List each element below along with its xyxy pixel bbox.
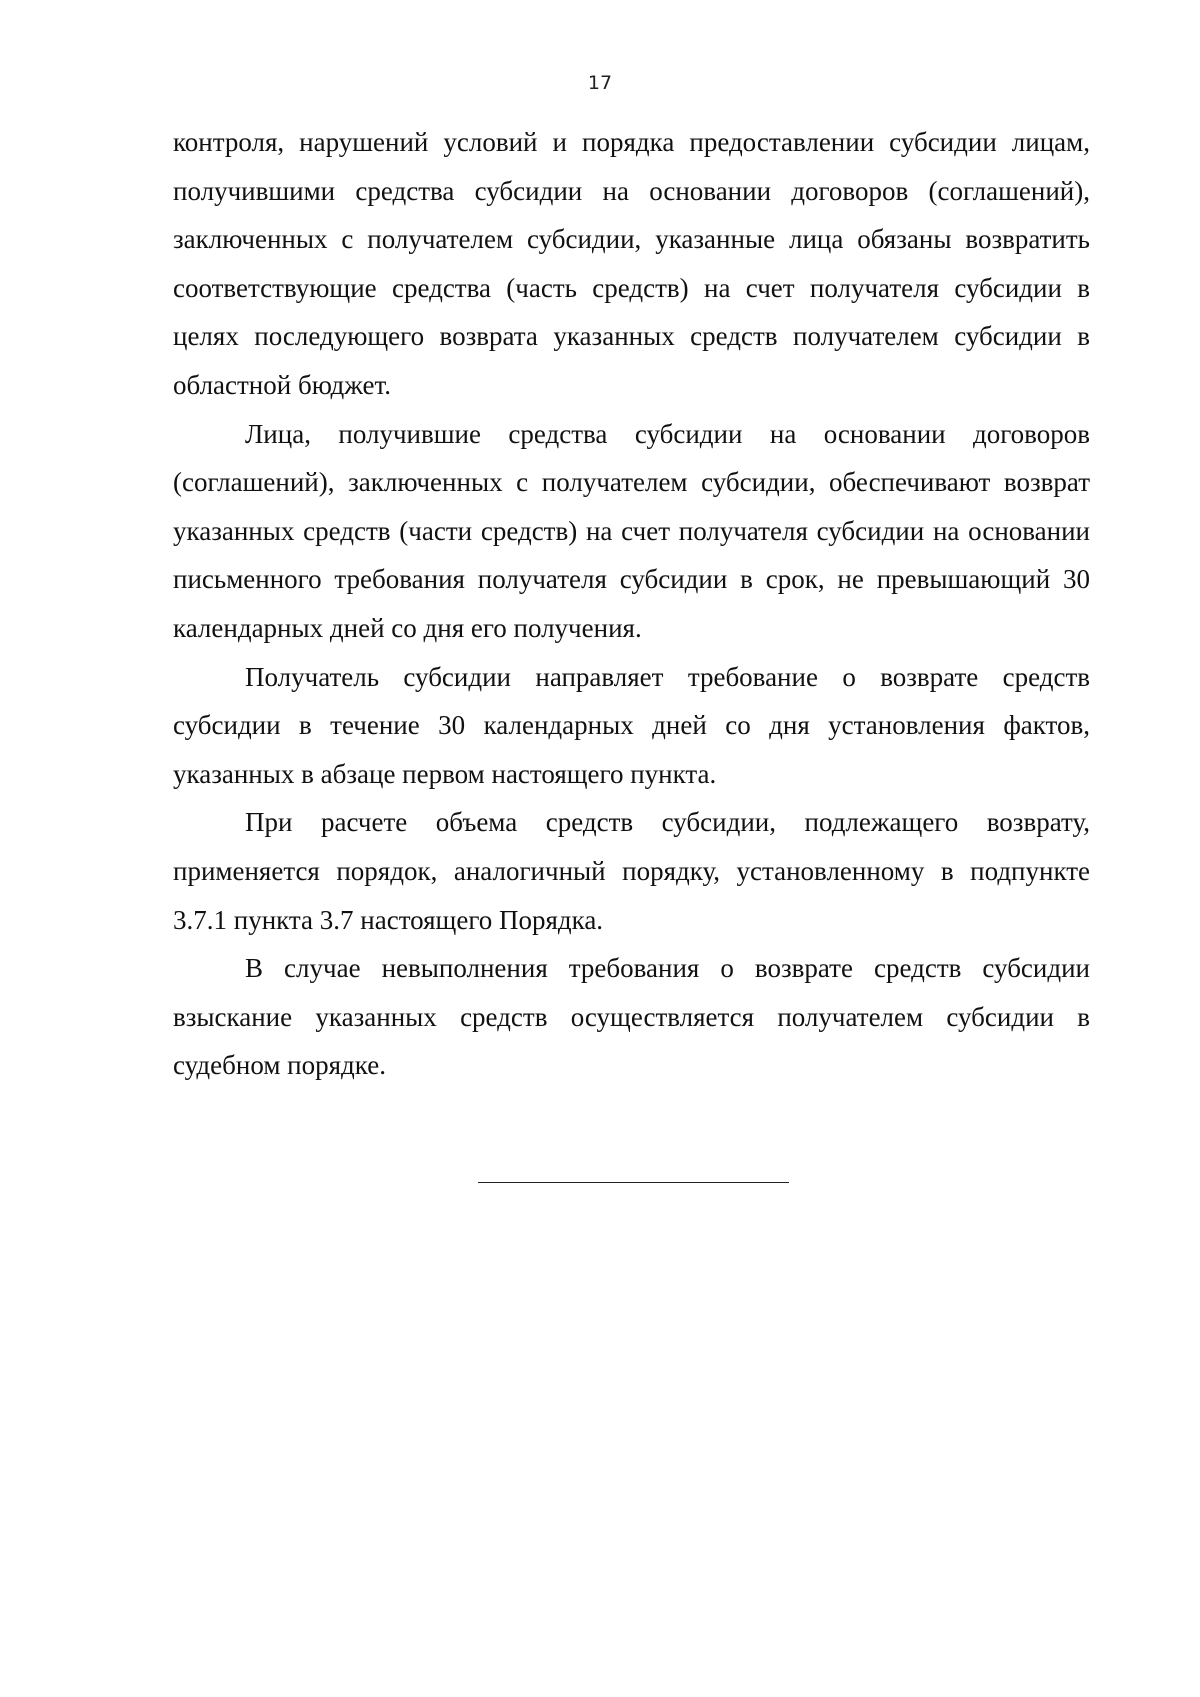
- paragraph-2: Лица, получившие средства субсидии на основании договоров (соглашений), заключенных с получателем субсидии, обеспечивают возврат указанных средств (части средств) на счет получателя субсидии на основании письменного требования получателя субсидии в срок, не превышающий 30 календарных дней со дня его получения.: [173, 418, 1090, 643]
- paragraph-3: Получатель субсидии направляет требование о возврате средств субсидии в течение 30 календарных дней со дня установления фактов, указанных в абзаце первом настоящего пункта.: [173, 661, 1090, 789]
- page-number: 17: [587, 72, 613, 94]
- end-divider-line: [478, 1182, 789, 1183]
- paragraph-5: В случае невыполнения требования о возврате средств субсидии взыскание указанных средств осуществляется получателем субсидии в судебном порядке.: [173, 953, 1090, 1081]
- paragraph-4: При расчете объема средств субсидии, подлежащего возврату, применяется порядок, аналогичный порядку, установленному в подпункте 3.7.1 пункта 3.7 настоящего Порядка.: [173, 807, 1090, 935]
- document-body: [173, 118, 1090, 1090]
- paragraph-1: контроля, нарушений условий и порядка предоставлении субсидии лицам, получившими средства субсидии на основании договоров (соглашений), заключенных с получателем субсидии, указанные лица обязаны возвратить соответствующие средства (часть средств) на счет получателя субсидии в целях последующего возврата указанных средств получателем субсидии в областной бюджет.: [173, 127, 1090, 400]
